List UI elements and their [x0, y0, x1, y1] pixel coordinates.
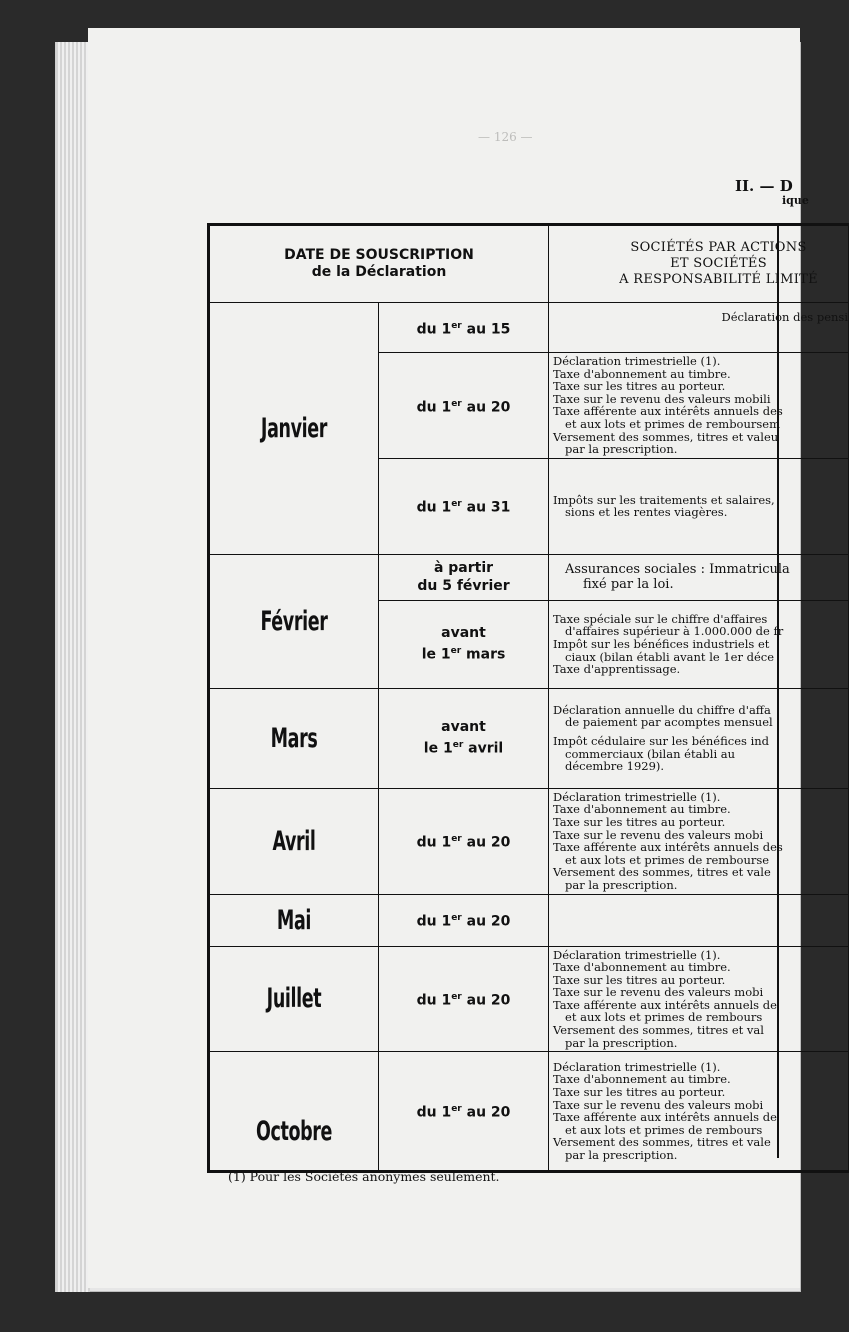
list-item: Versement des sommes, titres et vale [553, 865, 771, 880]
list-item: commerciaux (bilan établi au [565, 746, 736, 761]
header-soc-line3: A RESPONSABILITÉ LIMITÉ [619, 272, 818, 287]
list-item: Taxe d'apprentissage. [553, 662, 681, 677]
period-end: au 20 [461, 399, 511, 416]
period-du: le 1 [423, 741, 453, 758]
list-item: Taxe d'abonnement au timbre. [553, 802, 731, 817]
month-label: Juillet [266, 983, 322, 1015]
list-item: fixé par la loi. [583, 577, 674, 593]
list-item: d'affaires supérieur à 1.000.000 de fr [565, 624, 784, 639]
list-item: par la prescription. [565, 442, 678, 457]
items-cell [549, 1052, 849, 1172]
period-end: mars [461, 647, 506, 664]
items-cell [549, 353, 849, 459]
period-er: er [451, 834, 462, 845]
page-edges [56, 42, 90, 1292]
items-cell [549, 946, 849, 1052]
period-du: du 1 [416, 399, 452, 416]
list-item: Taxe afférente aux intérêts annuels de [553, 997, 777, 1012]
month-cell-mars [209, 688, 379, 788]
declaration-table [207, 223, 849, 1173]
period-end: au 20 [461, 992, 511, 1009]
list-item: Impôt cédulaire sur les bénéfices ind [553, 733, 770, 748]
period-cell [379, 788, 549, 894]
period-du: du 1 [416, 992, 452, 1009]
list-item: de paiement par acomptes mensuel [565, 715, 773, 730]
list-item: par la prescription. [565, 1148, 678, 1163]
list-item: Impôts sur les traitements et salaires, [553, 492, 775, 507]
items-cell [549, 688, 849, 788]
list-item: et aux lots et primes de remboursem [565, 416, 781, 431]
header-date-line2: de la Déclaration [311, 264, 447, 280]
period-end: au 20 [461, 913, 511, 930]
list-item: Taxe sur le revenu des valeurs mobili [553, 391, 771, 406]
footnote: (1) Pour les Sociétés anonymes seulement. [228, 1169, 500, 1184]
list-item: Taxe d'abonnement au timbre. [553, 1072, 731, 1087]
list-item: Taxe sur les titres au porteur. [553, 1085, 726, 1100]
header-date-line1: DATE DE SOUSCRIPTION [284, 247, 474, 263]
period-er: er [451, 398, 462, 409]
period-cell [379, 1052, 549, 1172]
period-cell [379, 600, 549, 688]
period-end: au 20 [461, 1105, 511, 1122]
period-er: er [451, 320, 462, 331]
period-end: au 31 [461, 500, 511, 517]
running-head-right: ique [782, 194, 809, 207]
list-item: Déclaration annuelle du chiffre d'affa [553, 702, 771, 717]
running-head: II. — D [735, 177, 793, 195]
period-du: du 1 [416, 1105, 452, 1122]
month-cell-fevrier [209, 554, 379, 688]
items-cell [549, 554, 849, 600]
list-item: Impôt sur les bénéfices industriels et [553, 636, 770, 651]
page-number: — 126 — [478, 130, 533, 144]
period-du: du 1 [416, 834, 452, 851]
list-item: Taxe sur les titres au porteur. [553, 379, 726, 394]
period-er: er [451, 1104, 462, 1115]
items-cell [549, 600, 849, 688]
period-cell [379, 946, 549, 1052]
list-item: par la prescription. [565, 877, 678, 892]
period-end: au 15 [461, 321, 511, 338]
period-end: au 20 [461, 834, 511, 851]
header-societes [549, 225, 849, 303]
list-item: sions et les rentes viagères. [565, 505, 728, 520]
month-cell-juillet [209, 946, 379, 1052]
table-row [209, 946, 849, 1052]
month-label: Mars [270, 722, 318, 754]
month-cell-octobre [209, 1052, 379, 1172]
list-item: Déclaration des pensi [721, 310, 849, 324]
list-item: Déclaration trimestrielle (1). [553, 789, 721, 804]
list-item: Versement des sommes, titres et vale [553, 1135, 771, 1150]
period-cell [379, 688, 549, 788]
items-cell [549, 788, 849, 894]
period-er: er [452, 740, 464, 751]
list-item: Déclaration trimestrielle (1). [553, 354, 721, 368]
table-row [209, 788, 849, 894]
list-item: par la prescription. [565, 1035, 678, 1050]
list-item: Taxe sur le revenu des valeurs mobi [553, 985, 764, 1000]
list-item: Taxe afférente aux intérêts annuels des [553, 840, 783, 855]
period-line: du 5 février [417, 578, 510, 595]
period-du: du 1 [416, 500, 452, 517]
items-cell [549, 303, 849, 353]
month-label: Mai [276, 904, 312, 936]
header-soc-line2: ET SOCIÉTÉS [670, 256, 767, 271]
month-cell-avril [209, 788, 379, 894]
period-cell [379, 303, 549, 353]
list-item: ciaux (bilan établi avant le 1er déce [565, 649, 775, 664]
list-item: Taxe d'abonnement au timbre. [553, 960, 731, 975]
table-header-row [209, 225, 849, 303]
list-item: Taxe sur le revenu des valeurs mobi [553, 827, 764, 842]
table-row [209, 688, 849, 788]
list-item: et aux lots et primes de rembours [565, 1122, 763, 1137]
period-er: er [451, 913, 462, 924]
table-row [209, 894, 849, 946]
list-item: Assurances sociales : Immatricula [565, 562, 790, 578]
month-cell-mai [209, 894, 379, 946]
table-row [209, 303, 849, 353]
list-item: Taxe afférente aux intérêts annuels des [553, 404, 783, 419]
period-du: du 1 [416, 913, 452, 930]
period-cell [379, 353, 549, 459]
period-du: du 1 [416, 321, 452, 338]
list-item: Taxe sur le revenu des valeurs mobi [553, 1097, 764, 1112]
period-cell [379, 554, 549, 600]
items-cell [549, 458, 849, 554]
list-item: Déclaration trimestrielle (1). [553, 947, 721, 962]
month-label: Février [260, 605, 328, 637]
header-soc-line1: SOCIÉTÉS PAR ACTIONS [630, 240, 807, 255]
period-er: er [450, 646, 462, 657]
list-item: décembre 1929). [565, 759, 665, 774]
table-row [209, 1052, 849, 1172]
month-label: Avril [272, 825, 316, 857]
month-cell-janvier [209, 303, 379, 555]
table-row [209, 554, 849, 600]
list-item: et aux lots et primes de rembourse [565, 852, 770, 867]
header-date [209, 225, 549, 303]
list-item: Taxe spéciale sur le chiffre d'affaires [553, 611, 768, 626]
list-item: et aux lots et primes de rembours [565, 1010, 763, 1025]
items-cell [549, 894, 849, 946]
period-du: le 1 [421, 647, 451, 664]
period-end: avril [463, 741, 504, 758]
list-item: Versement des sommes, titres et valeu [553, 429, 779, 444]
month-label: Janvier [260, 412, 328, 444]
month-label: Octobre [255, 1115, 333, 1147]
period-er: er [451, 499, 462, 510]
period-line: avant [441, 719, 486, 736]
list-item: Taxe d'abonnement au timbre. [553, 366, 731, 381]
list-item: Taxe sur les titres au porteur. [553, 972, 726, 987]
period-cell [379, 894, 549, 946]
period-er: er [451, 992, 462, 1003]
list-item: Taxe sur les titres au porteur. [553, 814, 726, 829]
period-cell [379, 458, 549, 554]
list-item: Taxe afférente aux intérêts annuels de [553, 1110, 777, 1125]
period-line: avant [441, 625, 486, 642]
list-item: Déclaration trimestrielle (1). [553, 1059, 721, 1074]
list-item: Versement des sommes, titres et val [553, 1023, 764, 1038]
period-line: à partir [433, 560, 494, 577]
